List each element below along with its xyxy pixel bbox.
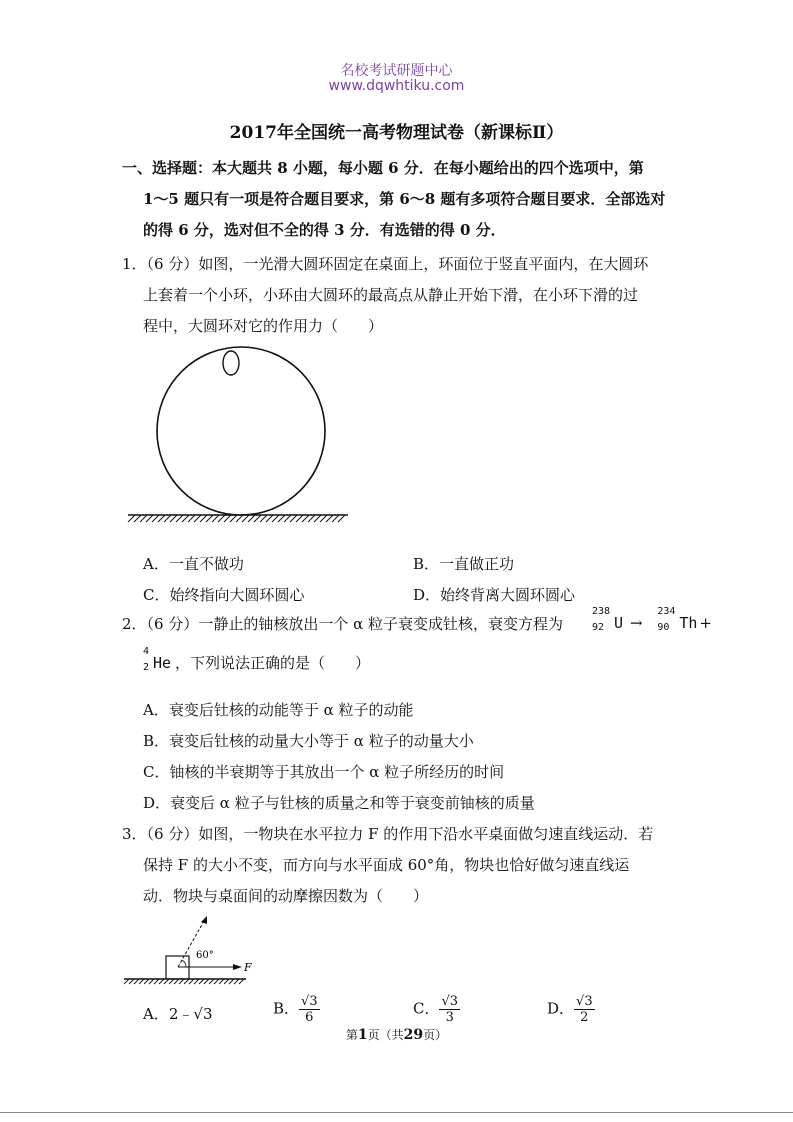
hatch-mark <box>128 515 135 522</box>
helium-mass: 4 <box>143 646 150 657</box>
q1-option-a[interactable]: A．一直不做功 <box>143 555 244 573</box>
hatch-mark <box>199 979 204 984</box>
q3-option-b-prefix: B． <box>273 999 300 1018</box>
uranium-nuclide <box>592 606 624 633</box>
q3-option-a[interactable] <box>143 1003 213 1024</box>
q2-option-b[interactable]: B．衰变后钍核的动量大小等于 α 粒子的动量大小 <box>143 732 474 750</box>
hatch-mark <box>184 979 189 984</box>
hatch-mark <box>284 515 291 522</box>
hatch-mark <box>260 515 267 522</box>
hatch-mark <box>174 979 179 984</box>
hatch-mark <box>242 515 249 522</box>
hatch-mark <box>182 515 189 522</box>
q1-line2: 上套着一个小环，小环由大圆环的最高点从静止开始下滑，在小环下滑的过 <box>143 286 639 304</box>
decay-arrow: → <box>630 614 643 632</box>
site-name: 名校考试研题中心 <box>340 63 453 79</box>
section1-line2: 1～5 题只有一项是符合题目要求，第 6～8 题有多项符合题目要求．全部选对 <box>143 190 666 208</box>
hatch-mark <box>189 979 194 984</box>
helium-nuclide <box>143 646 175 673</box>
hatch-mark <box>144 979 149 984</box>
hatch-mark <box>320 515 327 522</box>
fraction-numerator: √3 <box>301 994 318 1009</box>
force-arrowhead <box>233 964 242 970</box>
q3-block-figure <box>118 912 278 990</box>
uranium-z: 92 <box>592 622 605 633</box>
q3-option-a-prefix: A． <box>143 1005 169 1023</box>
hatch-mark <box>159 979 164 984</box>
helium-z: 2 <box>143 662 150 673</box>
hatch-mark <box>149 979 154 984</box>
hatch-mark <box>176 515 183 522</box>
q1-ring-figure <box>120 345 355 530</box>
q3-option-d-fraction <box>574 994 595 1025</box>
hatch-mark <box>139 979 144 984</box>
hatch-mark <box>206 515 213 522</box>
hatch-mark <box>152 515 159 522</box>
q1-option-d[interactable]: D．始终背离大圆环圆心 <box>413 586 576 604</box>
hatch-mark <box>134 515 141 522</box>
hatch-mark <box>134 979 139 984</box>
q3-line3: 动．物块与桌面间的动摩擦因数为（ ） <box>143 887 429 905</box>
thorium-z: 90 <box>657 622 670 633</box>
hatch-mark <box>302 515 309 522</box>
hatch-mark <box>179 979 184 984</box>
hatch-mark <box>209 979 214 984</box>
hatch-mark <box>212 515 219 522</box>
exam-title: 2017年全国统一高考物理试卷（新课标Ⅱ） <box>229 123 564 143</box>
q3-option-c-fraction <box>439 994 460 1025</box>
q2-line1: 2．（6 分）一静止的铀核放出一个 α 粒子衰变成钍核，衰变方程为 <box>122 615 564 633</box>
table-hatching <box>128 515 345 522</box>
force-label: F <box>244 961 252 974</box>
fraction-numerator: √3 <box>441 994 459 1009</box>
q1-option-c[interactable]: C．始终指向大圆环圆心 <box>143 586 305 604</box>
hatch-mark <box>194 979 199 984</box>
page-footer <box>0 1026 793 1043</box>
hatch-mark <box>326 515 333 522</box>
hatch-mark <box>266 515 273 522</box>
q3-option-a-expr: 2﹣√3 <box>168 1005 213 1023</box>
hatch-mark <box>129 979 134 984</box>
q1-option-b[interactable]: B．一直做正功 <box>413 555 515 573</box>
hatch-mark <box>338 515 345 522</box>
hatch-mark <box>332 515 339 522</box>
inclined-arrowhead <box>201 916 207 924</box>
footer-post: 页） <box>423 1028 448 1042</box>
hatch-mark <box>224 979 229 984</box>
q2-line2-text: ，下列说法正确的是（ ） <box>175 654 371 672</box>
section1-line3: 的得 6 分，选对但不全的得 3 分．有选错的得 0 分． <box>143 221 506 239</box>
q2-option-a[interactable]: A．衰变后钍核的动能等于 α 粒子的动能 <box>143 701 414 719</box>
footer-mid: 页（共 <box>367 1028 404 1042</box>
small-ring <box>223 351 239 375</box>
fraction-denominator: 3 <box>445 1010 454 1025</box>
q2-equation-part1 <box>592 606 712 633</box>
hatch-mark <box>272 515 279 522</box>
hatch-mark <box>234 979 239 984</box>
hatch-mark <box>296 515 303 522</box>
q1-line1: 1．（6 分）如图，一光滑大圆环固定在桌面上，环面位于竖直平面内，在大圆环 <box>122 255 649 273</box>
plus-sign: + <box>699 614 712 632</box>
hatch-mark <box>236 515 243 522</box>
hatch-mark <box>170 515 177 522</box>
hatch-mark <box>140 515 147 522</box>
hatch-mark <box>254 515 261 522</box>
hatch-mark <box>278 515 285 522</box>
helium-symbol: He <box>153 654 172 672</box>
hatch-mark <box>124 979 129 984</box>
hatch-mark <box>218 515 225 522</box>
hatch-mark <box>230 515 237 522</box>
q3-option-d[interactable] <box>547 994 595 1025</box>
hatch-mark <box>239 979 244 984</box>
fraction-numerator: √3 <box>576 994 593 1009</box>
hatch-mark <box>229 979 234 984</box>
hatch-mark <box>169 979 174 984</box>
thorium-nuclide <box>657 606 698 633</box>
hatch-mark <box>188 515 195 522</box>
q3-option-d-prefix: D． <box>547 999 575 1018</box>
q3-option-c[interactable] <box>413 994 460 1025</box>
hatch-mark <box>158 515 165 522</box>
page-bottom-divider <box>0 1112 793 1113</box>
q2-option-c[interactable]: C．铀核的半衰期等于其放出一个 α 粒子所经历的时间 <box>143 763 505 781</box>
fraction-denominator: 6 <box>305 1010 314 1025</box>
table-hatching <box>124 979 244 984</box>
q2-line2 <box>143 646 371 673</box>
hatch-mark <box>214 979 219 984</box>
thorium-symbol: Th <box>679 614 698 632</box>
q2-option-d[interactable]: D．衰变后 α 粒子与钍核的质量之和等于衰变前铀核的质量 <box>143 794 535 812</box>
hatch-mark <box>248 515 255 522</box>
q1-line3: 程中，大圆环对它的作用力（ ） <box>143 317 384 335</box>
hatch-mark <box>314 515 321 522</box>
hatch-mark <box>204 979 209 984</box>
q3-option-b-fraction <box>299 994 320 1025</box>
q3-option-b[interactable] <box>273 994 320 1025</box>
hatch-mark <box>146 515 153 522</box>
site-url[interactable]: www.dqwhtiku.com <box>328 78 465 94</box>
footer-total-pages: 29 <box>403 1027 424 1043</box>
q3-line2: 保持 F 的大小不变，而方向与水平面成 60°角，物块也恰好做匀速直线运 <box>143 856 630 874</box>
hatch-mark <box>164 979 169 984</box>
q3-line1: 3．（6 分）如图，一物块在水平拉力 F 的作用下沿水平桌面做匀速直线运动．若 <box>122 825 654 843</box>
footer-pre: 第 <box>345 1028 358 1042</box>
hatch-mark <box>154 979 159 984</box>
section1-line1: 一、选择题：本大题共 8 小题，每小题 6 分．在每小题给出的四个选项中，第 <box>122 159 644 177</box>
hatch-mark <box>200 515 207 522</box>
hatch-mark <box>164 515 171 522</box>
uranium-mass: 238 <box>592 606 611 617</box>
angle-arc <box>182 960 186 967</box>
hatch-mark <box>308 515 315 522</box>
footer-page-number: 1 <box>357 1027 368 1043</box>
hatch-mark <box>219 979 224 984</box>
hatch-mark <box>194 515 201 522</box>
uranium-symbol: U <box>614 614 624 632</box>
angle-label: 60° <box>196 950 214 961</box>
thorium-mass: 234 <box>657 606 676 617</box>
hatch-mark <box>290 515 297 522</box>
q3-option-c-prefix: C． <box>413 999 440 1018</box>
large-ring <box>157 347 325 515</box>
fraction-denominator: 2 <box>580 1010 589 1025</box>
hatch-mark <box>224 515 231 522</box>
